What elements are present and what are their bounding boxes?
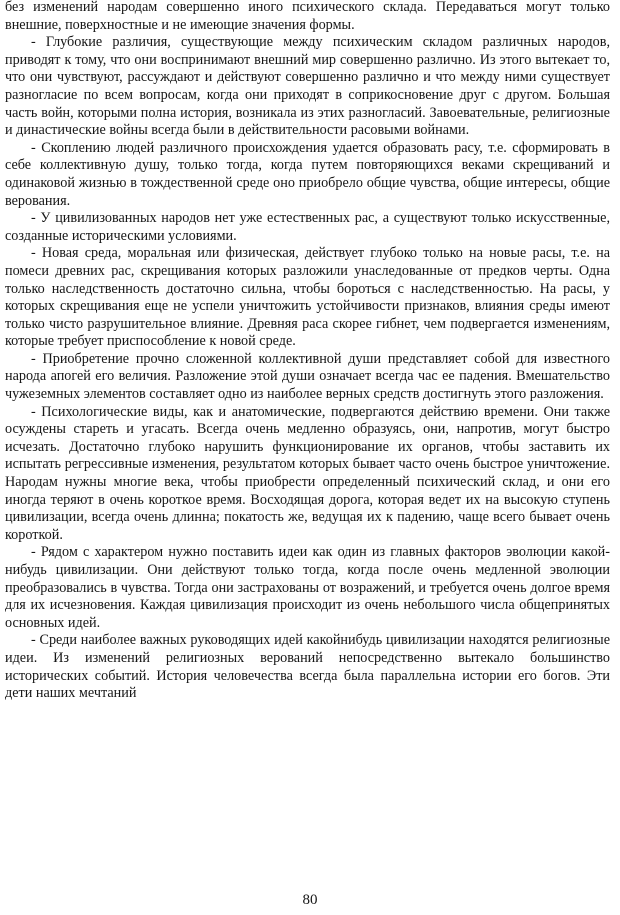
page-number: 80 bbox=[302, 892, 318, 908]
paragraph-3: - Скоплению людей различного происхождения удается образовать расу, т.е. сформировать в себе коллективную душу, только тогда, когда путем повторяющихся веками скрещиваний и одинаковой жизнью в тождественной среде оно приобрело общие чувства, общие интересы, общие верования. bbox=[5, 139, 610, 209]
paragraph-7: - Психологические виды, как и анатомические, подвергаются действию времени. Они также осуждены стареть и угасать. Всегда очень медленно образуясь, они, напротив, могут быстро исчезать. Достаточно глубоко нарушить функционирование их органов, чтобы заставить их испытать регрессивные изменения, результатом которых бывает часто очень быстрое уничтожение. Народам нужны многие века, чтобы приобрести определенный психический склад, и они его иногда теряют в очень короткое время. Восходящая дорога, которая ведет их на высокую ступень цивилизации, всегда очень длинна; покатость же, ведущая их к падению, чаще всего бывает очень короткой. bbox=[5, 403, 610, 543]
paragraph-6: - Приобретение прочно сложенной коллективной души представляет собой для известного народа апогей его величия. Разложение этой души означает всегда час ее падения. Вмешательство чужеземных элементов составляет одно из наиболее верных средств достигнуть этого разложения. bbox=[5, 350, 610, 403]
paragraph-9: - Среди наиболее важных руководящих идей какойнибудь цивилизации находятся религиозные идеи. Из изменений религиозных верований непосредственно вытекало большинство исторических событий. История человечества всегда была параллельна истории его богов. Эти дети наших мечтаний bbox=[5, 632, 610, 702]
paragraph-1: без изменений народам совершенно иного психического склада. Передаваться могут только внешние, поверхностные и не имеющие значения формы. bbox=[5, 0, 610, 33]
paragraph-8: - Рядом с характером нужно поставить идеи как один из главных факторов эволюции какой-нибудь цивилизации. Они действуют только тогда, когда после очень медленной эволюции преобразовались в чувства. Тогда они застрахованы от возражений, и требуется очень долгое время для их исчезновения. Каждая цивилизация происходит из очень небольшого числа общепринятых основных идей. bbox=[5, 544, 610, 631]
paragraph-5: - Новая среда, моральная или физическая, действует глубоко только на новые расы, т.е. на помеси древних рас, скрещивания которых разложили унаследованные от предков черты. Одна только наследственность достаточно сильна, чтобы бороться с наследственностью. На расы, у которых скрещивания еще не успели уничтожить устойчивости признаков, влияния среды имеют только чисто разрушительное влияние. Древняя раса скорее гибнет, чем подвергается изменениям, которые требует приспособление к новой среде. bbox=[5, 245, 610, 350]
body-text bbox=[5, 0, 610, 703]
paragraph-2: - Глубокие различия, существующие между психическим складом различных народов, приводят к тому, что они воспринимают внешний мир совершенно различно. Из этого вытекает то, что они чувствуют, рассуждают и действуют совершенно различно и что между ними существует разногласие по всем вопросам, когда они приходят в соприкосновение друг с другом. Большая часть войн, которыми полна история, возникала из этих разногласий. Завоевательные, религиозные и династические войны всегда были в действительности расовыми войнами. bbox=[5, 34, 610, 139]
paragraph-4: - У цивилизованных народов нет уже естественных рас, а существуют только искусственные, созданные историческими условиями. bbox=[5, 210, 610, 244]
